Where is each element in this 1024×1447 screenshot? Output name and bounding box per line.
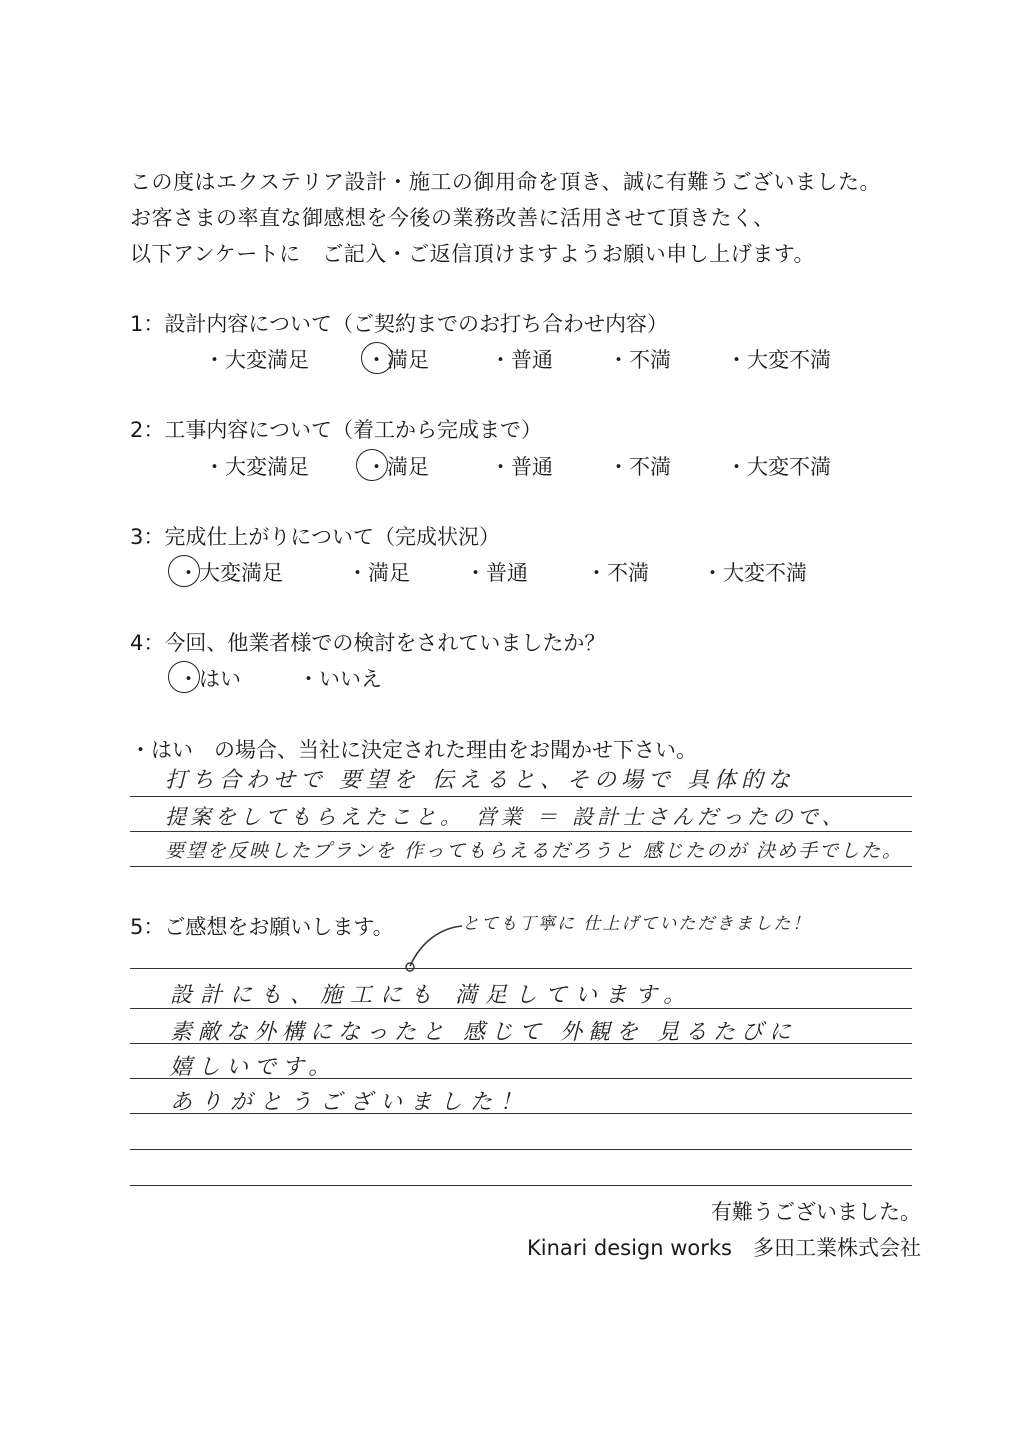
- footer-company: Kinari design works 多田工業株式会社: [526, 1236, 921, 1260]
- answer-rule: [130, 796, 912, 797]
- answer-rule: [130, 968, 912, 969]
- q2-option-dissatisfied[interactable]: ・不満: [608, 455, 671, 479]
- reason-answer-line-3: 要望を反映したプランを 作ってもらえるだろうと 感じたのが 決め手でした。: [165, 840, 904, 862]
- footer-thanks: 有難うございました。: [711, 1200, 921, 1224]
- question-5-title: 5：ご感想をお願いします。: [130, 915, 394, 939]
- q3-option-very-dissatisfied[interactable]: ・大変不満: [702, 561, 807, 585]
- q1-option-satisfied[interactable]: ・満足: [366, 348, 429, 372]
- question-4-title: 4：今回、他業者様での検討をされていましたか？: [130, 631, 606, 655]
- answer-rule: [130, 1149, 912, 1150]
- q4-option-yes[interactable]: ・はい: [178, 667, 241, 691]
- q1-option-very-dissatisfied[interactable]: ・大変不満: [726, 348, 831, 372]
- answer-rule: [130, 831, 912, 832]
- impression-inserted-note: とても丁寧に 仕上げていただきました！: [462, 914, 812, 934]
- answer-rule: [130, 866, 912, 867]
- answer-rule: [130, 1008, 912, 1009]
- q3-option-normal[interactable]: ・普通: [465, 561, 528, 585]
- q3-option-dissatisfied[interactable]: ・不満: [586, 561, 649, 585]
- reason-answer-line-2: 提案をしてもらえたこと。 営業 ＝ 設計士さんだったので、: [165, 805, 847, 829]
- q3-option-satisfied[interactable]: ・満足: [347, 561, 410, 585]
- impression-line-2: 素敵な外構になったと 感じて 外観を 見るたびに: [170, 1020, 797, 1045]
- q1-option-very-satisfied[interactable]: ・大変満足: [204, 348, 309, 372]
- reason-prompt: ・はい の場合、当社に決定された理由をお聞かせ下さい。: [130, 738, 697, 762]
- q1-option-dissatisfied[interactable]: ・不満: [608, 348, 671, 372]
- intro-line-1: この度はエクステリア設計・施工の御用命を頂き、誠に有難うございました。: [130, 170, 882, 194]
- answer-rule: [130, 1113, 912, 1114]
- impression-line-3: 嬉しいです。: [170, 1055, 337, 1080]
- answer-rule: [130, 1078, 912, 1079]
- q2-option-normal[interactable]: ・普通: [490, 455, 553, 479]
- question-2-title: 2：工事内容について（着工から完成まで）: [130, 418, 542, 442]
- question-3-title: 3：完成仕上がりについて（完成状況）: [130, 525, 500, 549]
- reason-answer-line-1: 打ち合わせで 要望を 伝えると、その場で 具体的な: [165, 768, 795, 793]
- q1-option-normal[interactable]: ・普通: [490, 348, 553, 372]
- q2-option-satisfied[interactable]: ・満足: [366, 455, 429, 479]
- answer-rule: [130, 1043, 912, 1044]
- answer-rule: [130, 1185, 912, 1186]
- intro-line-3: 以下アンケートに ご記入・ご返信頂けますようお願い申し上げます。: [130, 242, 816, 266]
- q4-option-no[interactable]: ・いいえ: [298, 667, 382, 691]
- q2-option-very-dissatisfied[interactable]: ・大変不満: [726, 455, 831, 479]
- q2-option-very-satisfied[interactable]: ・大変満足: [204, 455, 309, 479]
- insertion-mark-icon: [398, 920, 468, 975]
- impression-line-1: 設計にも、施工にも 満足しています。: [170, 983, 694, 1008]
- q3-option-very-satisfied[interactable]: ・大変満足: [178, 561, 283, 585]
- intro-line-2: お客さまの率直な御感想を今後の業務改善に活用させて頂きたく、: [130, 206, 775, 230]
- impression-line-4: ありがとうございました！: [170, 1090, 531, 1115]
- question-1-title: 1：設計内容について（ご契約までのお打ち合わせ内容）: [130, 312, 668, 336]
